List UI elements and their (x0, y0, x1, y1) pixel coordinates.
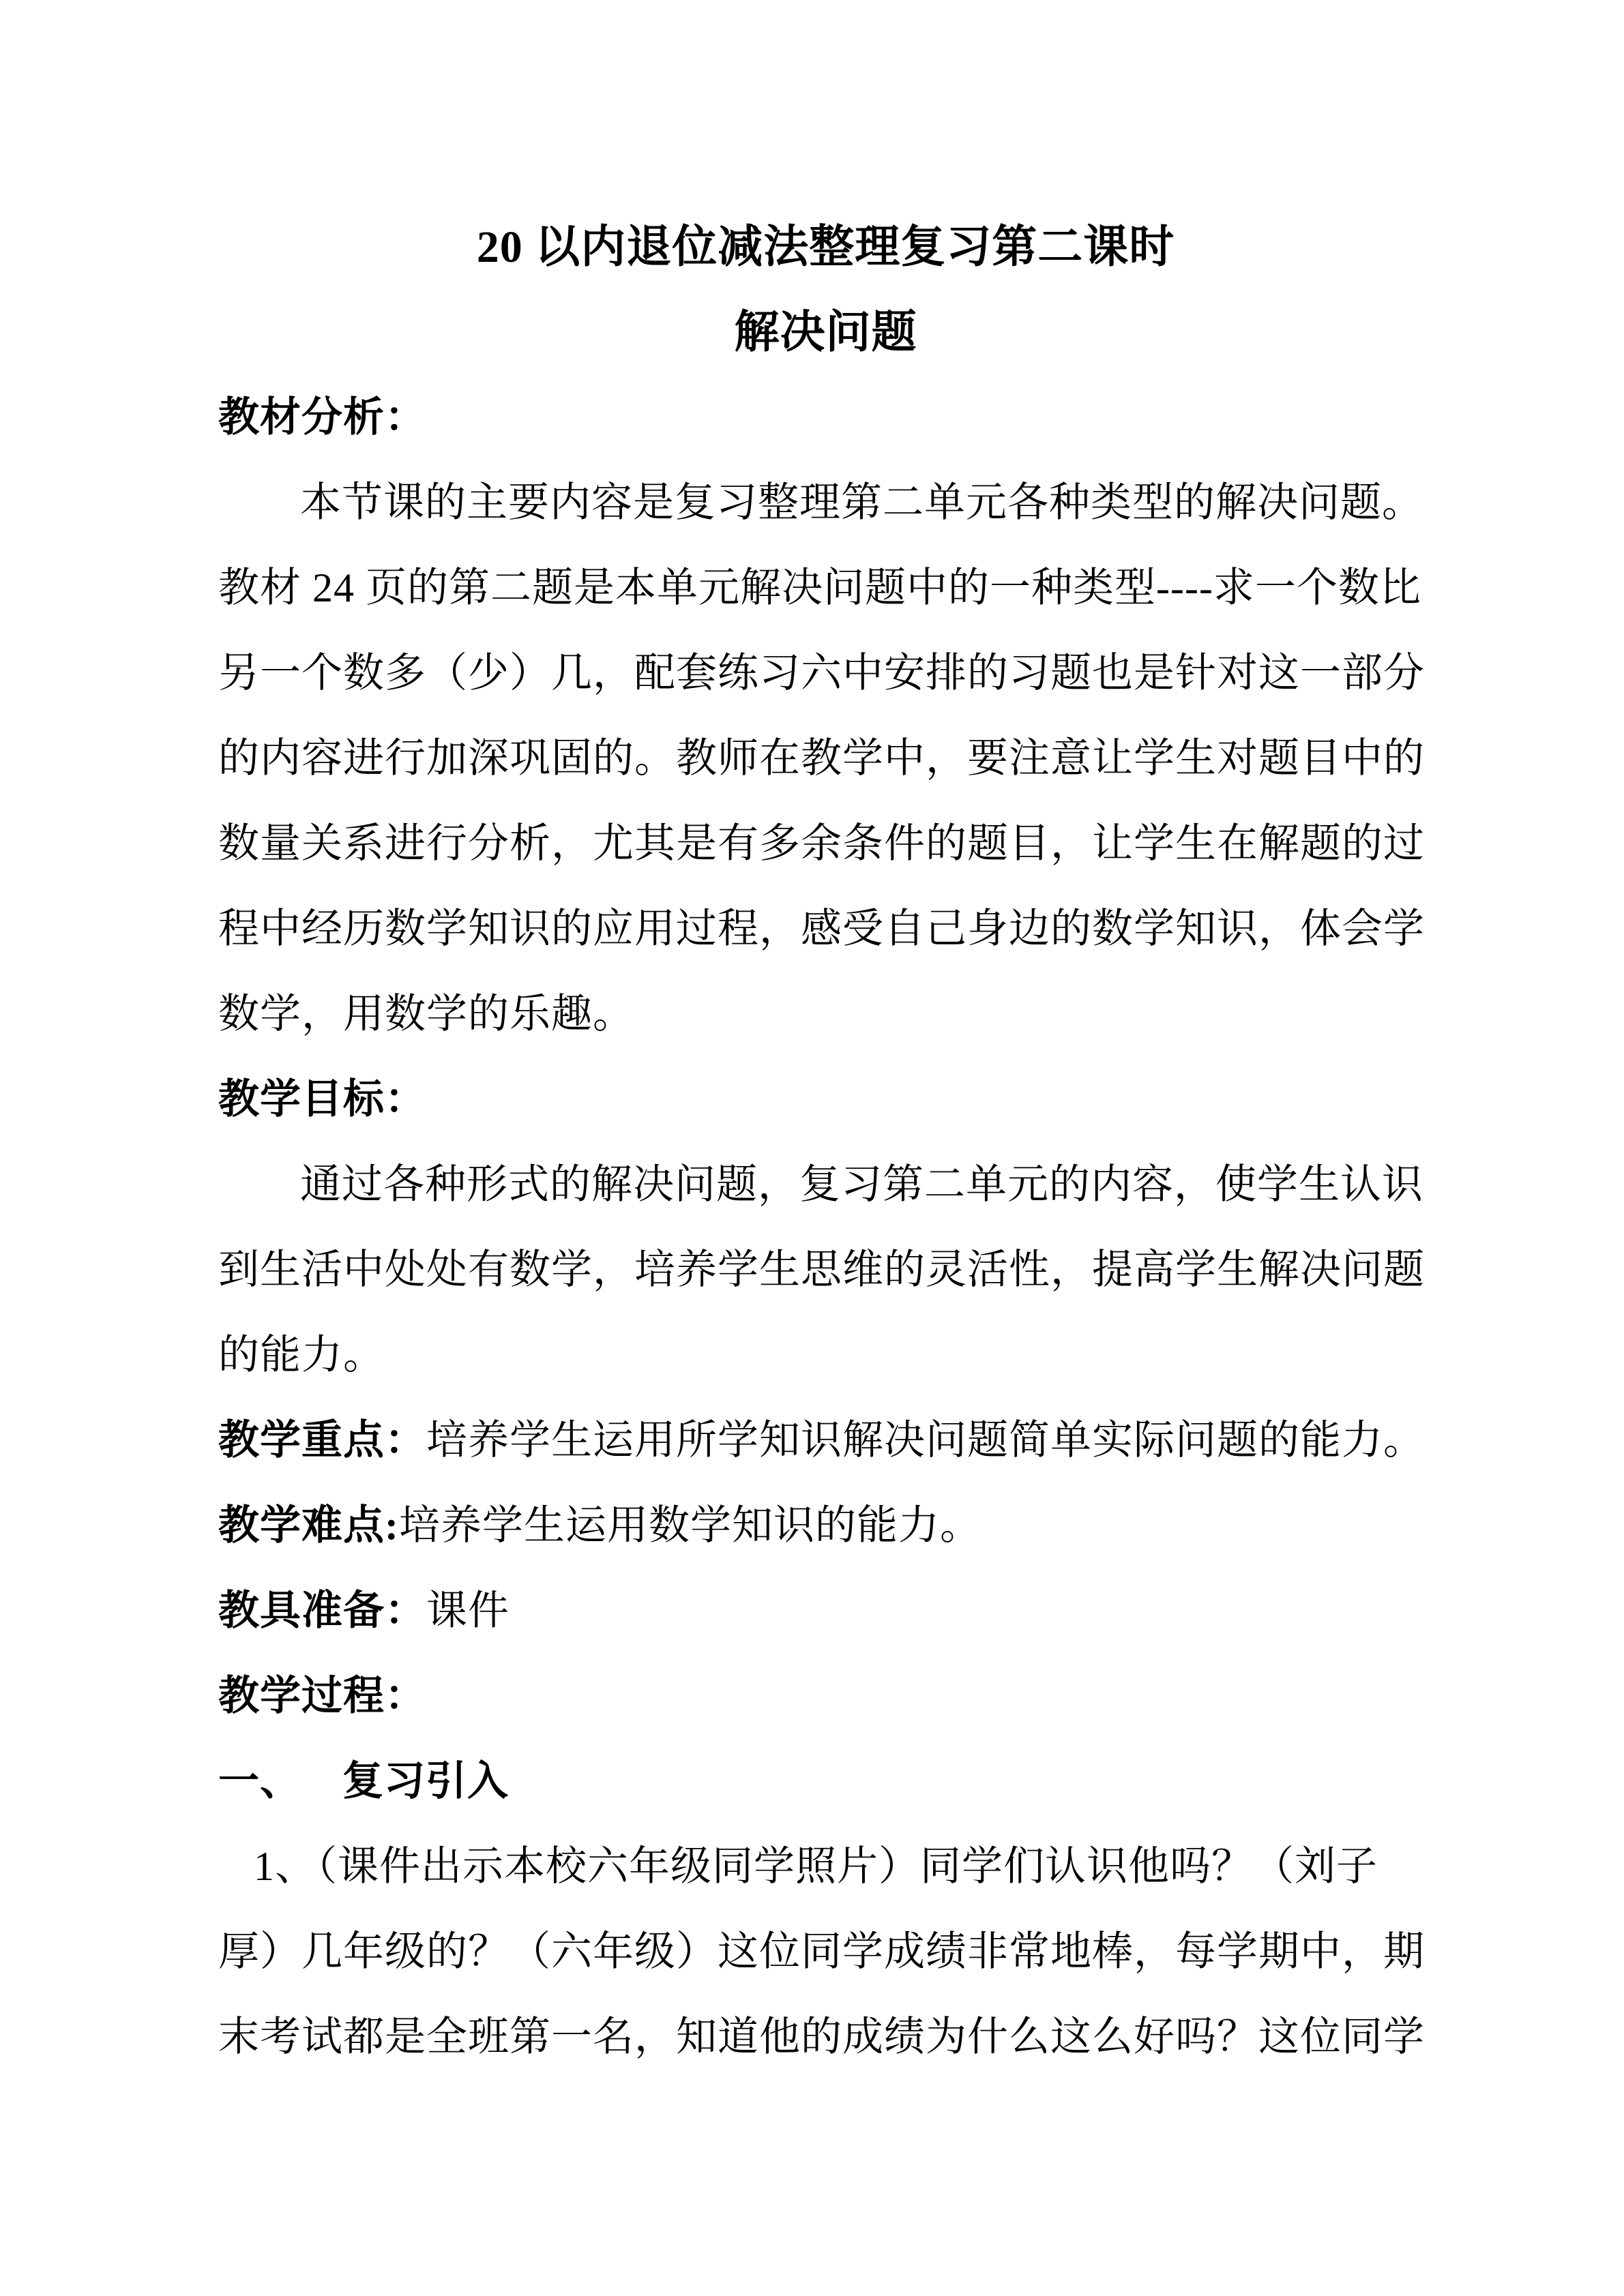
difficult-point-text: 培养学生运用数学知识的能力。 (398, 1503, 981, 1548)
difficult-point-label: 教学难点: (218, 1503, 399, 1548)
step1-heading (218, 1739, 1433, 1824)
teaching-aids-label: 教具准备： (218, 1588, 426, 1633)
teaching-aids-text: 课件 (426, 1588, 510, 1633)
difficult-point-line (218, 1483, 1433, 1568)
goals-line: 的能力。 (218, 1332, 385, 1377)
teaching-aids-line (218, 1568, 1433, 1654)
step1-item-line: 1、（课件出示本校六年级同学照片）同学们认识他吗？（刘子 (254, 1844, 1378, 1889)
goals-line: 到生活中处处有数学，培养学生思维的灵活性，提高学生解决问题 (218, 1247, 1425, 1292)
process-heading: 教学过程： (218, 1673, 426, 1718)
analysis-line: 数学，用数学的乐趣。 (218, 992, 634, 1037)
analysis-heading: 教材分析： (218, 395, 426, 440)
analysis-line: 程中经历数学知识的应用过程，感受自己身边的数学知识，体会学 (218, 906, 1425, 951)
key-point-line (218, 1398, 1433, 1483)
doc-subtitle: 解决问题 (734, 308, 917, 357)
goals-line: 通过各种形式的解决问题，复习第二单元的内容，使学生认识 (300, 1162, 1423, 1207)
analysis-line: 的内容进行加深巩固的。教师在教学中，要注意让学生对题目中的 (218, 736, 1425, 781)
analysis-line: 数量关系进行分析，尤其是有多余条件的题目，让学生在解题的过 (218, 821, 1425, 866)
analysis-line: 本节课的主要内容是复习整理第二单元各种类型的解决问题。 (300, 480, 1423, 525)
goals-heading: 教学目标： (218, 1077, 426, 1122)
step1-item-line: 末考试都是全班第一名，知道他的成绩为什么这么好吗？这位同学 (218, 2014, 1425, 2059)
key-point-label: 教学重点： (218, 1418, 426, 1463)
key-point-text: 培养学生运用所学知识解决问题简单实际问题的能力。 (426, 1418, 1425, 1463)
step1-number: 一、 (218, 1759, 301, 1804)
step1-item-line: 厚）几年级的？（六年级）这位同学成绩非常地棒，每学期中，期 (218, 1929, 1425, 1974)
step1-title: 复习引入 (342, 1759, 509, 1804)
analysis-line: 另一个数多（少）几，配套练习六中安排的习题也是针对这一部分 (218, 651, 1425, 696)
analysis-line: 教材 24 页的第二题是本单元解决问题中的一种类型----求一个数比 (218, 565, 1421, 610)
doc-title: 20 以内退位减法整理复习第二课时 (476, 222, 1175, 272)
